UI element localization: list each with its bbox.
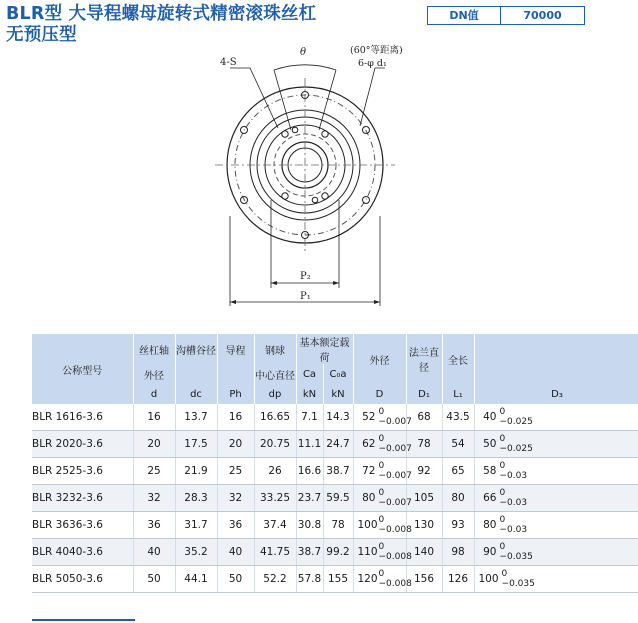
cell-model: BLR 2525-3.6 bbox=[32, 458, 133, 485]
cell-ph: 32 bbox=[217, 485, 254, 512]
dn-value-box bbox=[427, 6, 585, 25]
tol-lower: −0.025 bbox=[499, 417, 533, 427]
cell-model: BLR 3232-3.6 bbox=[32, 485, 133, 512]
sym-D1: D₁ bbox=[406, 384, 442, 404]
cell-model: BLR 2020-3.6 bbox=[32, 431, 133, 458]
cell-c0a: 155 bbox=[323, 566, 353, 593]
cell-length: 43.5 bbox=[442, 404, 474, 431]
cell-dc: 13.7 bbox=[175, 404, 217, 431]
table-row bbox=[32, 404, 638, 431]
cell-ca: 30.8 bbox=[296, 512, 323, 539]
cell-length: 93 bbox=[442, 512, 474, 539]
col-shaft-sub: 外径 bbox=[133, 364, 175, 384]
tol-upper: 0 bbox=[378, 461, 385, 471]
cell-outer-dia bbox=[353, 566, 412, 593]
tol-upper: 0 bbox=[499, 515, 506, 525]
pitch-note: (60°等距离) bbox=[350, 45, 403, 56]
cell-ph: 50 bbox=[217, 566, 254, 593]
tol-lower: −0.008 bbox=[378, 525, 412, 535]
cell-dp: 16.65 bbox=[254, 404, 296, 431]
tol-base: 50 bbox=[483, 438, 497, 450]
tol-upper: 0 bbox=[499, 461, 506, 471]
tol-base: 66 bbox=[483, 492, 497, 504]
unit-ca: Ca bbox=[296, 364, 323, 384]
col-length-header: 全长 bbox=[442, 334, 474, 384]
p2-label: P₂ bbox=[300, 271, 311, 282]
cell-length: 54 bbox=[442, 431, 474, 458]
tap-hole bbox=[292, 127, 298, 133]
tol-base: 80 bbox=[483, 519, 497, 531]
cell-ph: 16 bbox=[217, 404, 254, 431]
cell-outer-dia bbox=[353, 431, 412, 458]
col-outer-header: 外径 bbox=[353, 334, 406, 384]
tap-hole bbox=[312, 197, 318, 203]
cell-d3 bbox=[474, 404, 638, 431]
cell-d: 32 bbox=[133, 485, 175, 512]
cell-length: 126 bbox=[442, 566, 474, 593]
tol-base: 110 bbox=[357, 546, 378, 558]
tol-base: 58 bbox=[483, 465, 497, 477]
cell-c0a: 99.2 bbox=[323, 539, 353, 566]
bolt-hole bbox=[363, 197, 370, 204]
cell-length: 98 bbox=[442, 539, 474, 566]
col-groove-header: 沟槽谷径 bbox=[175, 334, 217, 364]
tol-lower: −0.007 bbox=[378, 444, 412, 454]
cell-ph: 40 bbox=[217, 539, 254, 566]
tol-lower: −0.007 bbox=[378, 498, 412, 508]
table-row bbox=[32, 566, 638, 593]
cell-dp: 33.25 bbox=[254, 485, 296, 512]
tol-lower: −0.035 bbox=[501, 579, 535, 589]
cell-model: BLR 5050-3.6 bbox=[32, 566, 133, 593]
tol-lower: −0.035 bbox=[499, 552, 533, 562]
cell-dc: 31.7 bbox=[175, 512, 217, 539]
table-row bbox=[32, 539, 638, 566]
cell-d: 40 bbox=[133, 539, 175, 566]
tol-upper: 0 bbox=[378, 488, 385, 498]
sym-D3: D₃ bbox=[474, 384, 638, 404]
dn-label: DN值 bbox=[428, 7, 501, 24]
tol-base: 90 bbox=[483, 546, 497, 558]
col-flange-header: 法兰直径 bbox=[406, 334, 442, 384]
cell-flange-dia: 105 bbox=[406, 485, 442, 512]
cell-dc: 44.1 bbox=[175, 566, 217, 593]
bottom-rule bbox=[32, 619, 135, 621]
cell-c0a: 59.5 bbox=[323, 485, 353, 512]
tol-upper: 0 bbox=[499, 488, 506, 498]
tol-base: 100 bbox=[478, 573, 499, 585]
tol-lower: −0.03 bbox=[499, 498, 528, 508]
cell-dc: 28.3 bbox=[175, 485, 217, 512]
cell-c0a: 38.7 bbox=[323, 458, 353, 485]
sym-dp: dp bbox=[254, 384, 296, 404]
tol-lower: −0.007 bbox=[378, 417, 412, 427]
cell-outer-dia bbox=[353, 458, 412, 485]
col-model-header: 公称型号 bbox=[32, 334, 133, 404]
cell-outer-dia bbox=[353, 512, 412, 539]
cell-length: 80 bbox=[442, 485, 474, 512]
cell-model: BLR 1616-3.6 bbox=[32, 404, 133, 431]
title-line-1: BLR型 大导程螺母旋转式精密滚珠丝杠 bbox=[6, 4, 317, 24]
tol-lower: −0.007 bbox=[378, 471, 412, 481]
tol-base: 40 bbox=[483, 411, 497, 423]
tol-base: 62 bbox=[362, 438, 376, 450]
tol-upper: 0 bbox=[378, 542, 385, 552]
col-shaft-header: 丝杠轴 bbox=[133, 334, 175, 364]
cell-d: 20 bbox=[133, 431, 175, 458]
cell-ph: 36 bbox=[217, 512, 254, 539]
dn-value: 70000 bbox=[523, 9, 562, 22]
bolt-label: 6-φ d₁ bbox=[358, 58, 387, 69]
cell-ca: 57.8 bbox=[296, 566, 323, 593]
tol-lower: −0.025 bbox=[499, 444, 533, 454]
unit-ca-kn: kN bbox=[296, 384, 323, 404]
cell-dp: 37.4 bbox=[254, 512, 296, 539]
col-ball-sub: 中心直径 bbox=[254, 364, 296, 384]
flange-drawing bbox=[190, 38, 440, 308]
tol-base: 100 bbox=[357, 519, 378, 531]
sym-d: d bbox=[133, 384, 175, 404]
cell-length: 65 bbox=[442, 458, 474, 485]
tol-upper: 0 bbox=[501, 569, 508, 579]
tol-lower: −0.03 bbox=[499, 471, 528, 481]
p1-label: P₁ bbox=[300, 291, 311, 302]
unit-c0a: C₀a bbox=[323, 364, 353, 384]
cell-model: BLR 3636-3.6 bbox=[32, 512, 133, 539]
cell-d: 36 bbox=[133, 512, 175, 539]
cell-flange-dia: 130 bbox=[406, 512, 442, 539]
tol-upper: 0 bbox=[378, 434, 385, 444]
cell-d3 bbox=[474, 485, 638, 512]
cell-flange-dia: 78 bbox=[406, 431, 442, 458]
tol-base: 120 bbox=[357, 573, 378, 585]
cell-flange-dia: 92 bbox=[406, 458, 442, 485]
tol-lower: −0.008 bbox=[378, 579, 412, 589]
cell-d3 bbox=[474, 566, 638, 593]
table-row bbox=[32, 485, 638, 512]
col-load-header: 基本额定载荷 bbox=[296, 334, 353, 364]
cell-dc: 21.9 bbox=[175, 458, 217, 485]
cell-model: BLR 4040-3.6 bbox=[32, 539, 133, 566]
tol-upper: 0 bbox=[499, 434, 506, 444]
cell-c0a: 24.7 bbox=[323, 431, 353, 458]
cell-dp: 41.75 bbox=[254, 539, 296, 566]
sym-L1: L₁ bbox=[442, 384, 474, 404]
sym-D: D bbox=[353, 384, 406, 404]
bolt-hole bbox=[363, 127, 370, 134]
cell-ph: 20 bbox=[217, 431, 254, 458]
cell-d: 50 bbox=[133, 566, 175, 593]
cell-flange-dia: 156 bbox=[406, 566, 442, 593]
cell-outer-dia bbox=[353, 485, 412, 512]
col-ball-header: 钢球 bbox=[254, 334, 296, 364]
cell-outer-dia bbox=[353, 404, 412, 431]
cell-ca: 23.7 bbox=[296, 485, 323, 512]
cell-d3 bbox=[474, 458, 638, 485]
title-line-2: 无预压型 bbox=[6, 25, 77, 45]
tol-lower: −0.03 bbox=[499, 525, 528, 535]
tap-hole bbox=[282, 131, 288, 137]
tol-upper: 0 bbox=[378, 515, 385, 525]
holes-label: 4-S bbox=[220, 57, 237, 68]
cell-d3 bbox=[474, 539, 638, 566]
tol-upper: 0 bbox=[499, 407, 506, 417]
cell-dp: 20.75 bbox=[254, 431, 296, 458]
cell-dc: 35.2 bbox=[175, 539, 217, 566]
tol-upper: 0 bbox=[378, 407, 385, 417]
tol-base: 80 bbox=[362, 492, 376, 504]
cell-ca: 11.1 bbox=[296, 431, 323, 458]
tap-hole bbox=[282, 193, 288, 199]
cell-ca: 7.1 bbox=[296, 404, 323, 431]
sym-ph: Ph bbox=[217, 384, 254, 404]
cell-ph: 25 bbox=[217, 458, 254, 485]
table-row bbox=[32, 431, 638, 458]
cell-d: 16 bbox=[133, 404, 175, 431]
cell-d3 bbox=[474, 512, 638, 539]
cell-c0a: 14.3 bbox=[323, 404, 353, 431]
tol-base: 52 bbox=[362, 411, 376, 423]
cell-ca: 38.7 bbox=[296, 539, 323, 566]
cell-ca: 16.6 bbox=[296, 458, 323, 485]
sym-dc: dc bbox=[175, 384, 217, 404]
col-lead-header: 导程 bbox=[217, 334, 254, 364]
cell-d3 bbox=[474, 431, 638, 458]
cell-flange-dia: 140 bbox=[406, 539, 442, 566]
tol-lower: −0.008 bbox=[378, 552, 412, 562]
cell-outer-dia bbox=[353, 539, 412, 566]
table-row bbox=[32, 512, 638, 539]
tol-upper: 0 bbox=[378, 569, 385, 579]
unit-c0a-kn: kN bbox=[323, 384, 353, 404]
theta-label: θ bbox=[300, 47, 307, 58]
cell-c0a: 78 bbox=[323, 512, 353, 539]
cell-dc: 17.5 bbox=[175, 431, 217, 458]
tol-upper: 0 bbox=[499, 542, 506, 552]
cell-flange-dia: 68 bbox=[406, 404, 442, 431]
tol-base: 72 bbox=[362, 465, 376, 477]
cell-dp: 26 bbox=[254, 458, 296, 485]
tap-hole bbox=[322, 193, 328, 199]
cell-d: 25 bbox=[133, 458, 175, 485]
spec-table bbox=[32, 334, 638, 593]
cell-dp: 52.2 bbox=[254, 566, 296, 593]
table-row bbox=[32, 458, 638, 485]
tap-hole bbox=[322, 131, 328, 137]
